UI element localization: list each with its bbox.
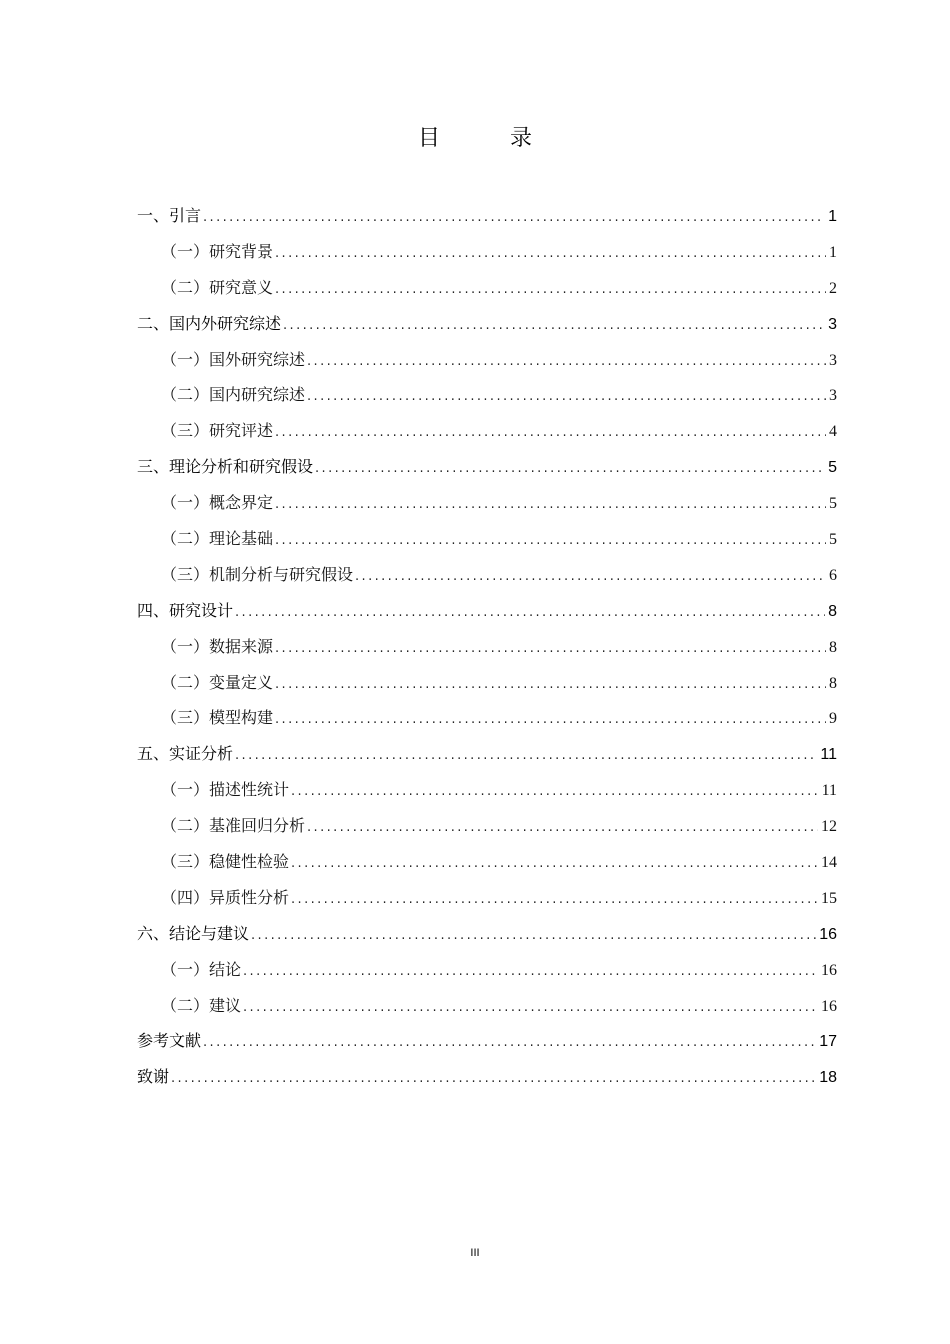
toc-entry[interactable]: [137, 593, 837, 629]
toc-dot-leader: [291, 846, 818, 882]
toc-entry-title: （四）异质性分析: [161, 887, 290, 907]
toc-page-number: 1: [828, 208, 837, 225]
toc-entry[interactable]: [137, 377, 837, 413]
toc-entry-title: （一）数据来源: [161, 636, 274, 656]
toc-page-number: 5: [829, 531, 837, 549]
toc-entry[interactable]: [137, 808, 837, 844]
toc-entry-title: （三）机制分析与研究假设: [161, 564, 354, 584]
toc-page-number: 16: [821, 997, 837, 1015]
toc-dot-leader: [275, 667, 826, 703]
toc-entry-title: （二）建议: [161, 995, 242, 1015]
toc-entry-title: （一）国外研究综述: [161, 349, 306, 369]
toc-entry[interactable]: [137, 485, 837, 521]
toc-dot-leader: [203, 1025, 816, 1061]
toc-dot-leader: [275, 487, 826, 523]
toc-page-number: 16: [819, 925, 837, 943]
toc-page-number: 18: [819, 1069, 837, 1087]
toc-entry[interactable]: [137, 952, 837, 988]
toc-entry[interactable]: [137, 557, 837, 593]
toc-entry[interactable]: [137, 665, 837, 701]
toc-entry-title: 致谢: [137, 1067, 170, 1087]
toc-entry[interactable]: [137, 270, 837, 306]
toc-page-number: 8: [828, 602, 837, 620]
toc-dot-leader: [275, 272, 826, 308]
table-of-contents: [137, 198, 837, 1095]
toc-entry-title: （一）研究背景: [161, 241, 274, 261]
toc-entry-title: （三）稳健性检验: [161, 852, 290, 872]
toc-page-number: 11: [820, 746, 837, 764]
toc-entry-title: 五、实证分析: [137, 744, 234, 764]
toc-page-number: 11: [821, 782, 837, 800]
toc-entry-title: （二）基准回归分析: [161, 816, 306, 836]
toc-entry[interactable]: [137, 1023, 837, 1059]
toc-page-number: 8: [829, 674, 837, 692]
toc-dot-leader: [315, 451, 825, 487]
toc-entry[interactable]: [137, 629, 837, 665]
toc-dot-leader: [291, 774, 819, 810]
toc-dot-leader: [355, 559, 826, 595]
toc-entry-title: 二、国内外研究综述: [137, 313, 282, 333]
toc-dot-leader: [243, 990, 818, 1026]
toc-dot-leader: [251, 918, 816, 954]
toc-dot-leader: [275, 631, 826, 667]
toc-entry-title: （二）变量定义: [161, 672, 274, 692]
toc-dot-leader: [307, 344, 826, 380]
toc-entry[interactable]: [137, 772, 837, 808]
toc-dot-leader: [235, 738, 817, 774]
toc-entry-title: （一）结论: [161, 959, 242, 979]
toc-page-number: 6: [829, 566, 837, 584]
toc-entry[interactable]: [137, 449, 837, 485]
toc-dot-leader: [275, 236, 826, 272]
toc-entry[interactable]: [137, 198, 837, 234]
toc-entry-title: （二）国内研究综述: [161, 385, 306, 405]
toc-page-number: 2: [829, 279, 837, 297]
toc-entry-title: （二）研究意义: [161, 277, 274, 297]
toc-entry-title: 四、研究设计: [137, 600, 234, 620]
toc-entry-title: （二）理论基础: [161, 529, 274, 549]
toc-entry[interactable]: [137, 1059, 837, 1095]
toc-dot-leader: [307, 810, 818, 846]
toc-page-number: 9: [829, 710, 837, 728]
toc-page-number: 1: [829, 243, 837, 261]
toc-page-number: 15: [821, 889, 837, 907]
toc-entry[interactable]: [137, 306, 837, 342]
toc-entry-title: 六、结论与建议: [137, 923, 250, 943]
toc-dot-leader: [283, 308, 825, 344]
toc-dot-leader: [243, 954, 818, 990]
toc-entry[interactable]: [137, 916, 837, 952]
toc-page-number: 17: [819, 1033, 837, 1051]
toc-page-number: 5: [829, 495, 837, 513]
page-number-footer: III: [470, 1247, 480, 1259]
toc-page-number: 3: [829, 351, 837, 369]
toc-page-number: 14: [821, 854, 837, 872]
toc-entry[interactable]: [137, 844, 837, 880]
toc-entry-title: 参考文献: [137, 1031, 202, 1051]
toc-entry[interactable]: [137, 736, 837, 772]
toc-entry-title: 三、理论分析和研究假设: [137, 457, 314, 477]
toc-page-number: 3: [829, 387, 837, 405]
toc-dot-leader: [235, 595, 825, 631]
page-title: 目 录: [417, 126, 556, 151]
toc-dot-leader: [171, 1061, 816, 1097]
toc-page-number: 8: [829, 638, 837, 656]
toc-entry-title: 一、引言: [137, 206, 202, 225]
toc-entry-title: （一）描述性统计: [161, 780, 290, 800]
toc-dot-leader: [307, 379, 826, 415]
toc-page-number: 12: [821, 818, 837, 836]
toc-page-number: 16: [821, 961, 837, 979]
toc-dot-leader: [291, 882, 818, 918]
toc-page-number: 5: [828, 459, 837, 477]
toc-dot-leader: [203, 200, 825, 236]
toc-entry[interactable]: [137, 700, 837, 736]
toc-entry[interactable]: [137, 413, 837, 449]
toc-entry-title: （三）模型构建: [161, 708, 274, 728]
toc-dot-leader: [275, 523, 826, 559]
toc-entry[interactable]: [137, 234, 837, 270]
toc-entry[interactable]: [137, 342, 837, 378]
toc-entry-title: （三）研究评述: [161, 421, 274, 441]
toc-entry-title: （一）概念界定: [161, 493, 274, 513]
toc-entry[interactable]: [137, 521, 837, 557]
toc-page-number: 3: [828, 315, 837, 333]
toc-entry[interactable]: [137, 988, 837, 1024]
toc-dot-leader: [275, 702, 826, 738]
toc-page-number: 4: [829, 423, 837, 441]
toc-entry[interactable]: [137, 880, 837, 916]
toc-dot-leader: [275, 415, 826, 451]
